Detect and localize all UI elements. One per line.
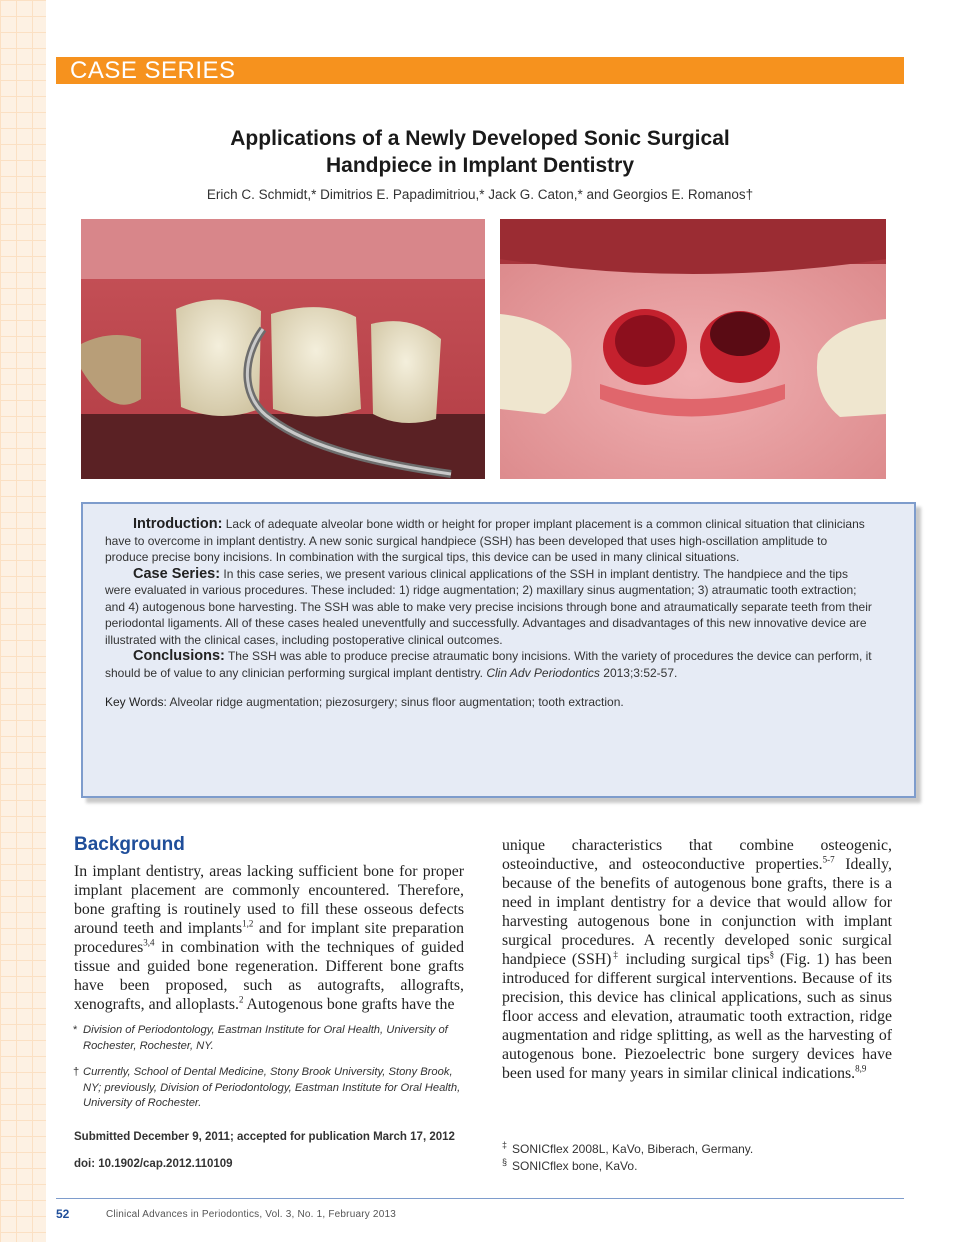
background-heading: Background	[74, 834, 185, 855]
key-words-label: Key Words	[105, 695, 164, 709]
footnote-mark: *	[73, 1024, 78, 1036]
footnote-text: SONICflex 2008L, KaVo, Biberach, Germany.	[512, 1142, 754, 1156]
body-text: Ideally, because of the benefits of autogenous bone grafts, there is a need in implant dentistry for a device that would allow for harvesting autogenous bone in conjunction with implant surgical procedures. A recently developed sonic surgical handpiece (SSH)	[502, 856, 892, 968]
body-text: In implant dentistry, areas lacking sufficient bone for proper implant placement are commonly encountered. Therefore, bone grafting is routinely used to fill these osseous defects around teeth and implants	[74, 863, 464, 937]
doi: doi: 10.1902/cap.2012.110109	[74, 1158, 233, 1170]
clinical-photo-teeth-with-probe	[81, 219, 485, 479]
citation-sup: 1,2	[242, 918, 254, 929]
key-words	[105, 694, 872, 711]
affiliation-footnote-1	[73, 1023, 463, 1054]
section-banner	[56, 57, 904, 84]
abstract-conclusions	[105, 648, 872, 681]
citation-sup: 3,4	[143, 937, 155, 948]
citation-sup: 5-7	[822, 854, 835, 865]
footer-divider	[56, 1198, 904, 1199]
conclusions-text: The SSH was able to produce precise atraumatic bony incisions. With the variety of procedures the device can perform, it should be of value to any clinician performing surgical implant dentistry.	[105, 649, 872, 680]
article-title	[100, 125, 860, 179]
footnote-mark: †	[73, 1066, 80, 1078]
body-column-left	[74, 862, 464, 1014]
footnote-sup: §	[769, 949, 775, 960]
product-footnote-1	[502, 1140, 754, 1156]
abstract-case-series	[105, 566, 872, 649]
body-text: Autogenous bone grafts have the	[243, 996, 455, 1013]
footnote-mark: §	[502, 1157, 508, 1167]
body-text: and for implant site preparation procedures	[74, 920, 464, 956]
abstract-introduction	[105, 516, 872, 566]
abstract-box	[81, 502, 916, 798]
submission-dates: Submitted December 9, 2011; accepted for publication March 17, 2012	[74, 1131, 455, 1143]
introduction-text: Lack of adequate alveolar bone width or height for proper implant placement is a common clinical situation that clinicians have to overcome in implant dentistry. A new sonic surgical handpiece (SSH) has been developed that uses high-oscillation amplitude to produce precise bony incisions. In combination with the surgical tips, this device can be used in many clinical situations.	[105, 517, 865, 564]
abstract-content	[105, 516, 872, 711]
body-column-right	[502, 836, 892, 1083]
citation-journal: Clin Adv Periodontics	[486, 665, 600, 680]
footnote-text: Currently, School of Dental Medicine, Stony Brook University, Stony Brook, NY; previously, Division of Periodontology, Eastman Institute for Oral Health, University of Rochester.	[83, 1066, 461, 1109]
body-text: unique characteristics that combine osteogenic, osteoinductive, and osteoconductive properties.	[502, 837, 892, 873]
case-series-text: In this case series, we present various clinical applications of the SSH in implant dentistry. The handpiece and the tips were evaluated in various procedures. These included: 1) ridge augmentation; 2) maxillary sinus augmentation; 3) atraumatic tooth extraction; and 4) autogenous bone harvesting. The SSH was able to make very precise incisions through bone and atraumatically separate teeth from their periodontal ligaments. All of these cases healed uneventfully and successfully. Advantages and disadvantages of this new innovative device are illustrated with the clinical cases, including postoperative clinical outcomes.	[105, 566, 872, 647]
footnote-sup: ‡	[611, 949, 620, 960]
citation-ref: 2013;3:52-57.	[603, 665, 678, 680]
banner-label: CASE SERIES	[70, 57, 236, 84]
citation-sup: 2	[238, 994, 244, 1005]
body-text: (Fig. 1) has been introduced for different surgical interventions. Because of its precision, this device has clinical applications, such as sinus floor access and elevation, atraumatic tooth extraction, ridge augmentation and ridge splitting, as well as the harvesting of autogenous bone. Piezoelectric bone surgery devices have been used for many years in similar clinical indications.	[502, 951, 893, 1082]
affiliation-footnote-2	[73, 1065, 463, 1112]
conclusions-heading: Conclusions:	[133, 648, 225, 664]
footnote-text: SONICflex bone, KaVo.	[512, 1159, 638, 1173]
introduction-heading: Introduction:	[133, 516, 223, 532]
title-line-1: Applications of a Newly Developed Sonic Surgical	[230, 127, 730, 150]
decorative-grid-margin	[0, 0, 46, 1242]
body-text: in combination with the techniques of guided tissue and guided bone regeneration. Different bone grafts have been proposed, such as autografts, allografts, xenografts, and alloplasts.	[74, 939, 464, 1013]
author-list: Erich C. Schmidt,* Dimitrios E. Papadimitriou,* Jack G. Caton,* and Georgios E. Romanos†	[206, 187, 754, 202]
footnote-text: Division of Periodontology, Eastman Institute for Oral Health, University of Rochester, Rochester, NY.	[83, 1024, 448, 1052]
product-footnote-2	[502, 1157, 638, 1173]
key-words-text: : Alveolar ridge augmentation; piezosurgery; sinus floor augmentation; tooth extraction.	[163, 695, 624, 709]
clinical-photo-osteotomy-sites	[500, 219, 886, 479]
body-text: including surgical tips	[619, 951, 770, 968]
page-number: 52	[56, 1207, 70, 1221]
case-series-heading: Case Series:	[133, 565, 221, 582]
title-line-2: Handpiece in Implant Dentistry	[325, 154, 635, 177]
journal-footer: Clinical Advances in Periodontics, Vol. 3, No. 1, February 2013	[106, 1209, 396, 1220]
footnote-mark: ‡	[502, 1140, 508, 1150]
citation-sup: 8,9	[855, 1063, 867, 1074]
